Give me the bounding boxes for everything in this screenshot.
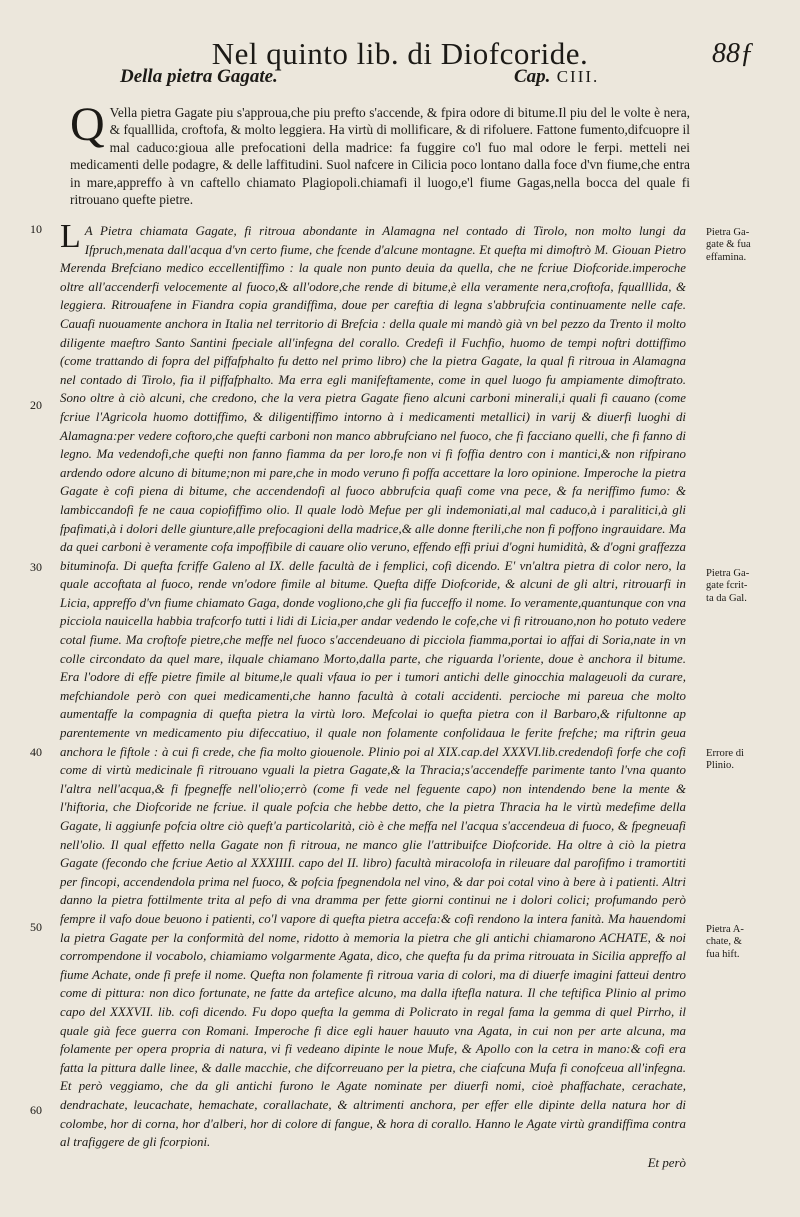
marginal-line: Errore di xyxy=(706,748,744,759)
marginal-line: effamina. xyxy=(706,251,747,263)
marginal-line: ta da Gal. xyxy=(706,592,747,604)
line-number: 10 xyxy=(30,222,42,236)
marginal-note xyxy=(706,924,776,961)
chapter-number: CIII. xyxy=(556,67,600,86)
line-number: 30 xyxy=(30,560,42,574)
commentary-body: A Pietra chiamata Gagate, fi ritroua abondante in Alamagna nel contado di Tirolo, non molto lungi da Ifpruch,menata dall'acqua d'vn certo fiume, che fcende d'alcune montagne. Et quefta mi dimoftrò M. Giouan Pietro Merenda Brefciano medico eccellentiffimo : la quale non punto deuia da quella, che ne fcriue Diofcoride.imperoche oltre all'accenderfi velocemente al fuoco,& all'odore,che rende di bitume,è ella veramente nera,croftofa, fqualllida, & leggiera. Ritrouafene in Fiandra copia grandiffima, doue per careftia di legna s'abbrufcia continuamente nelle cafe. Cauafi nuouamente anchora in Italia nel territorio di Brefcia : della quale mi mandò già vn bel pezzo da Trento il molto diligente maeftro Santo Santini fpeciale all'infegna del corallo. Credefi il Fuchfio, huomo de tempi noftri dottiffimo (come trattando di fopra del piffafphalto fu detto nel primo libro) che la pietra Gagate, la qual fi ritroua in Alamagna nel contado di Tirolo, fia il piffafphalto. Ma erra egli manifeftamente, come in quel luogo fu ampiamente dimoftrato. Sono oltre à ciò alcuni, che credono, che la vera pietra Gagate fieno alcuni carboni minerali,i quali fi cauano (come fcriue l'Agricola huomo dottiffimo, & diligentiffimo intorno à i medicamenti metallici) in varij & diuerfi luoghi di Alamagna:per vedere coftoro,che quefti carboni non manco abbrufciano nel fuoco, che fi facciano quelli, che fi fanno di legno. Ma vedendofi,che quefti non fanno fiamma da per loro,fe non vi fi foffia dentro con i mantici,& non rifpirano ardendo odore alcuno di bitume;non mi pare,che in modo veruno fi poffa accettare la loro opinione. Imperoche la pietra Gagate è cofi piena di bitume, che accendendofi al fuoco abbrufcia quafi come vna pece, & fa neriffimo fumo: & lambiccandofi fe ne caua copiofiffimo olio. Il quale lodò Mefue per gli indemoniati,al mal caduco,à i paralitici,à gli fpafimati,à i dolori delle giunture,alle prefocagioni della madrice,& alle donne fterili,che non fi poffono ingrauidare. Ma da quei carboni è veramente cofa impoffibile di cauare olio veruno, effendo effi priui d'ogni humidità, & d'ogni graffezza bituminofa. Di quefta fcriffe Galeno al IX. delle facultà de i femplici, cofi dicendo. E' vn'altra pietra di color nero, la quale accoftata al fuoco, rende vn'odore fimile al bitume. Quefta diffe Diofcoride, & alcuni de gli altri, ritrouarfi in Licia, appreffo d'vn fiume chiamato Gaga, donde vogliono,che gli fia fucceffo il nome. Io veramente,quantunque con vna picciola nauicella habbia trafcorfo tutti i lidi di Licia,per andar vedendo le cofe,che vi fi ritrouano,non ho potuto vedere cotal fiume. Ma croftofe pietre,che meffe nel fuoco s'accendeuano di picciola fiamma,portai io affai di Soria,nate in vn colle circondato da quel mare, ilquale chiamano Morto,dalla parte, che riguarda l'oriente, doue è anchora il bitume. Era l'odore di effe pietre fimile al bitume,le quali vfaua io per i tumori antichi delle ginocchia malageuoli da curare, mefchiandole però con quei medicamenti,che hanno facultà à cotali accidenti. percioche mi pareua che molto aumentaffe la compagnia di quefta pietra la virtù loro. Mefcolai io quefta pietra con il Barbaro,& rifultonne ap parentemente vn medicamento piu difeccatiuo, il quale non folamente confolidaua le ferite frefche; ma riftrin geua anchora le fiftole : à cui fi crede, che fia molto giouenole. Plinio poi al XIX.cap.del XXXVI.lib.credendofi forfe che cofi come di virtù medicinale fi ritrouano vguali la pietra Gagate,& la Thracia;s'accendeffe parimente tanto l'vna quanto l'altra nell'acqua,& fi fpegneffe nell'olio;errò (come fi vede nel feguente capo) non intendendo bene la mente & l'hiftoria, che Diofcoride ne fcriue. il quale pofcia che hebbe detto, che la pietra Thracia ha le virtù medefime della Gagate, li aggiunfe pofcia oltre ciò queft'a particolarità, ciò è che meffa nel l'acqua s'accendeua di fuoco, & fpegneuafi nell'olio. Il qual effetto nella Gagate non fi ritroua, ne manco glie l'attribuifce Diofcoride. Ha oltre à ciò la pietra Gagate (fecondo che fcriue Aetio al XXXIIII. capo del II. libro) facultà miracolofa in rileuare dal parofifmo i tramortiti per fincopi, accendendola prima nel fuoco, & pofcia fpegnendola nel vino, & dar poi cotal vino à bere à i patienti. Altri danno la pietra fottilmente trita al pefo di vna dramma per fette giorni continui ne i dolori colici; profumando però fempre il vafo doue beuono i patienti, co'l vapore di quefta pietra accefa:& cofi rendono la intera fanità. Ma hauendomi la pietra Gagate per la conformità del nome, ridotto à memoria la pietra che gli antichi chiamarono ACHATE, & noi corrompendone il vocabolo, chiamiamo volgarmente Agata, dico, che quefta fu da prima ritrouata in Sicilia appreffo al fiume Achate, onde fi prefe il nome. Quefta non folamente fi ritroua varia di colori, ma di diuerfe imagini fatteui dentro come di pittura: non dico fortunate, ne fatte da artefice alcuno, ma dalla iftefla natura. Il che teftifica Plinio al primo capo del XXXVII. lib. cofi dicendo. Fu dopo quefta la gemma di Policrato in regal fama la gemma di quel Pirrho, il quale già fece guerra con Romani. Imperoche fi dice egli hauer hauuto vna Agata, in cui non per arte alcuna, ma folamente per opera propria di natura, vi fi vedeano dipinte le noue Mufe, & Apollo con la cetra in mano:& cofi era fatta la pittura dalle linee, & dalle macchie, che difcorreuano per la pietra, che ciafcuna Mufa fi conofceua all'infegna. Et però veggiamo, che da gli antichi furono le Agate nominate per diuerfi nomi, cioè phaffachate, cerachate, dendrachate, leucachate, hemachate, corallachate, & altrimenti anchora, per effer elle dipinte della natura hor di colombe, hor di corna, hor d'alberi, hor di colore di fangue, & hora di corallo. Hanno le Agate virtù grandiffima contra al trafiggere de gli fcorpioni. xyxy=(60,224,686,1150)
line-number: 60 xyxy=(30,1103,42,1117)
chapter-title: Della pietra Gagate. xyxy=(120,66,278,87)
commentary-paragraph xyxy=(60,218,686,1152)
marginal-note xyxy=(706,748,776,773)
marginal-line: fua hift. xyxy=(706,948,740,960)
marginal-line: Pietra Ga- xyxy=(706,227,750,238)
marginal-line: Pietra Ga- xyxy=(706,568,750,579)
line-number: 20 xyxy=(30,398,42,412)
marginal-line: chate, & xyxy=(706,936,742,948)
marginal-line: Pietra A- xyxy=(706,924,744,935)
line-number: 50 xyxy=(30,920,42,934)
folio-number: 88ƒ xyxy=(712,38,754,69)
drop-cap: Q xyxy=(70,98,105,151)
commentary-text xyxy=(60,218,686,1172)
marginal-line: Plinio. xyxy=(706,760,734,772)
dioscorides-text xyxy=(70,98,690,208)
commentary-initial: L xyxy=(60,218,81,255)
catchword: Et però xyxy=(647,1155,686,1170)
marginal-note xyxy=(706,568,776,605)
marginal-line: gate & fua xyxy=(706,239,751,251)
chapter-heading xyxy=(514,66,599,88)
marginal-line: gate fcrit- xyxy=(706,580,748,592)
marginal-note xyxy=(706,227,776,264)
running-title: Nel quinto lib. di Diofcoride. xyxy=(211,36,589,71)
line-number: 40 xyxy=(30,745,42,759)
chapter-cap-label: Cap. xyxy=(514,66,551,87)
roman-paragraph: Vella pietra Gagate piu s'approua,che piu prefto s'accende, & fpira odore di bitume.Il piu del le volte è nera, & fqualllida, croftofa, & molto leggiera. Ha virtù di mollificare, & di rifoluere. Fattone fumento,difcuopre il mal caduco:gioua alle prefocationi della madrice: fa fuggire co'l fuo mal odore le ferpi. metteli nei medicamenti delle podagre, & delle laffitudini. Suol nafcere in Cilicia poco lontano dalla foce d'vn fiume,che entra in mare,appreffo à vn caftello chiamato Plagiopoli.chiamafi il luogo,e'l fiume Gagas,nella bocca del quale fi ritrouano quefte pietre. xyxy=(70,105,690,208)
